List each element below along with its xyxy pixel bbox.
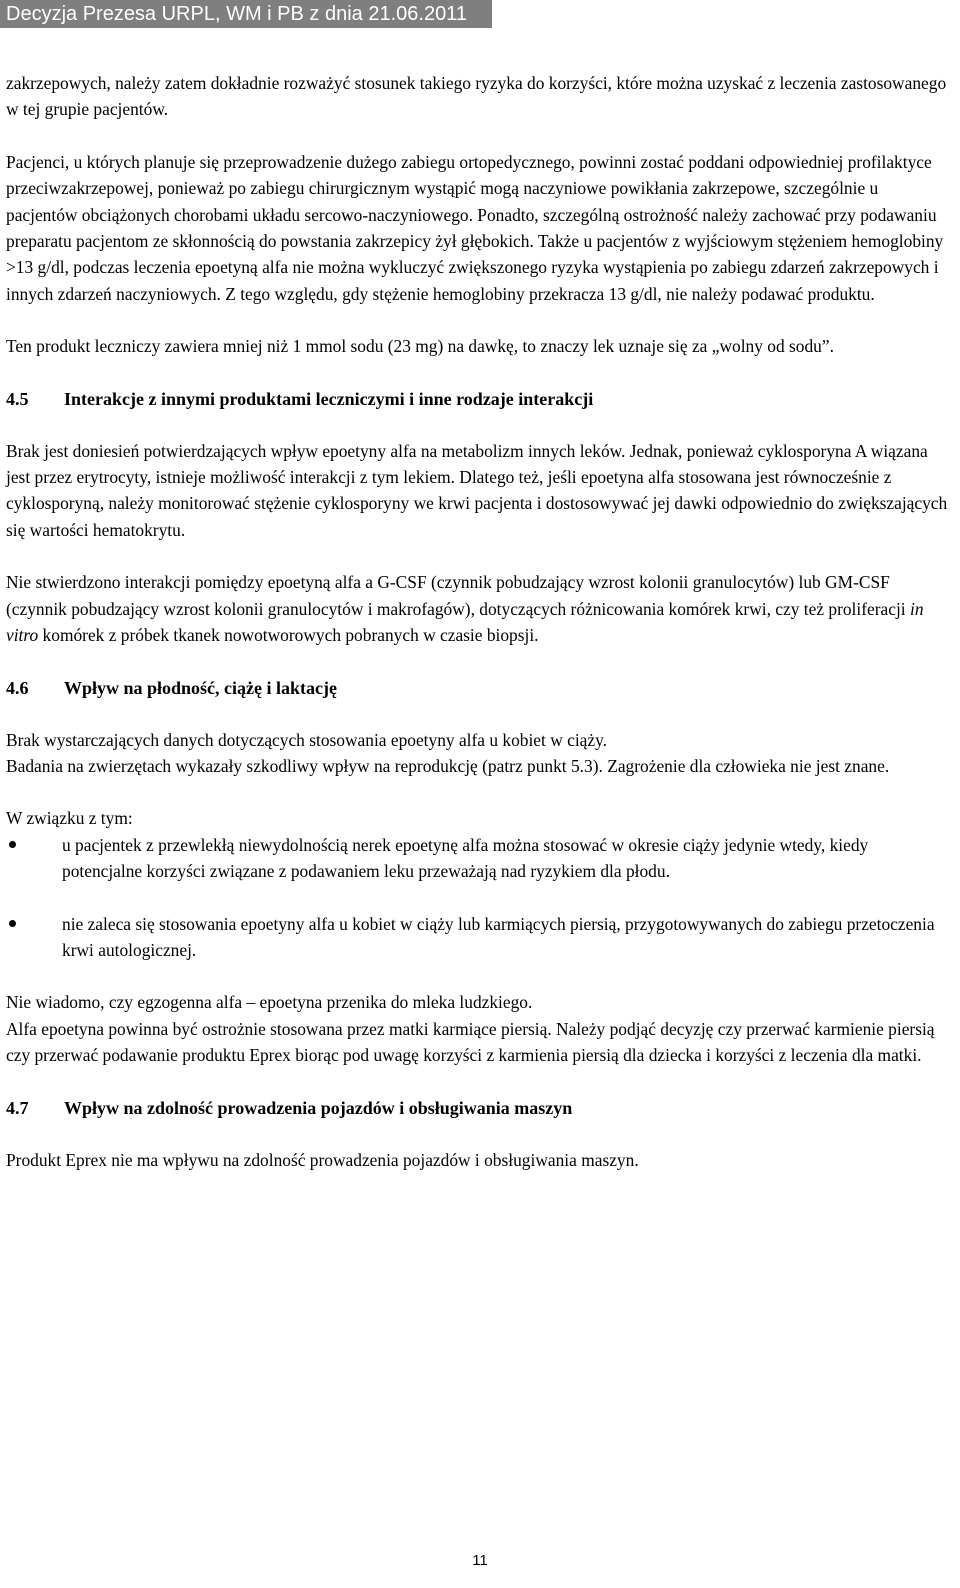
bullet-list: [6, 832, 950, 964]
bullet-icon: [6, 832, 62, 885]
paragraph-orthopedic-surgery: Pacjenci, u których planuje się przeprowadzenie dużego zabiegu ortopedycznego, powinni zostać poddani odpowiedniej profilaktyce przeciwzakrzepowej, ponieważ po zabiegu chirurgicznym wystąpić mogą naczyniowe powikłania zakrzepowe, szczególnie u pacjentów obciążonych chorobami układu sercowo-naczyniowego. Ponadto, szczególną ostrożność należy zachować przy podawaniu preparatu pacjentom ze skłonnością do powstania zakrzepicy żył głębokich. Także u pacjentów z wyjściowym stężeniem hemoglobiny >13 g/dl, podczas leczenia epoetyną alfa nie można wykluczyć zwiększonego ryzyka wystąpienia po zabiegu zdarzeń zakrzepowych i innych zdarzeń naczyniowych. Z tego względu, gdy stężenie hemoglobiny przekracza 13 g/dl, nie należy podawać produktu.: [6, 151, 944, 304]
section-number: 4.5: [6, 388, 29, 409]
document-body: [6, 70, 950, 1173]
section-title: Wpływ na zdolność prowadzenia pojazdów i obsługiwania maszyn: [64, 1097, 573, 1118]
list-item: nie zaleca się stosowania epoetyny alfa u kobiet w ciąży lub karmiących piersią, przygotowywanych do zabiegu przetoczenia krwi autologicznej.: [6, 911, 950, 964]
section-heading-4-6: [6, 675, 950, 701]
bullet-icon: [6, 911, 62, 964]
section-heading-4-7: [6, 1095, 950, 1121]
page-number: 11: [472, 1552, 488, 1569]
section-number: 4.6: [6, 677, 29, 698]
in-vitro-italic: in vitro: [6, 598, 924, 646]
page-header: Decyzja Prezesa URPL, WM i PB z dnia 21.06.2011: [0, 0, 492, 28]
section-title: Interakcje z innymi produktami leczniczymi i inne rodzaje interakcji: [64, 388, 594, 409]
paragraph-animal-studies: Badania na zwierzętach wykazały szkodliwy wpływ na reprodukcję (patrz punkt 5.3). Zagrożenie dla człowieka nie jest znane.: [6, 755, 890, 776]
paragraph-breastfeeding-decision: Alfa epoetyna powinna być ostrożnie stosowana przez matki karmiące piersią. Należy podjąć decyzję czy przerwać karmienie piersią czy przerwać podawanie produktu Eprex biorąc pod uwagę korzyści z karmienia piersią dla dziecka i korzyści z leczenia dla matki.: [6, 1018, 935, 1066]
paragraph-breast-milk: Nie wiadomo, czy egzogenna alfa – epoetyna przenika do mleka ludzkiego.: [6, 992, 533, 1013]
paragraph-sodium: Ten produkt leczniczy zawiera mniej niż 1 mmol sodu (23 mg) na dawkę, to znaczy lek uznaje się za „wolny od sodu”.: [6, 336, 834, 357]
paragraph-continuation: zakrzepowych, należy zatem dokładnie rozważyć stosunek takiego ryzyka do korzyści, które można uzyskać z leczenia zastosowanego w tej grupie pacjentów.: [6, 73, 947, 120]
section-number: 4.7: [6, 1097, 29, 1118]
paragraph-therefore: W związku z tym:: [6, 808, 133, 829]
section-heading-4-5: [6, 386, 950, 412]
paragraph-cyclosporine: Brak jest doniesień potwierdzających wpływ epoetyny alfa na metabolizm innych leków. Jednak, ponieważ cyklosporyna A wiązana jest przez erytrocyty, istnieje możliwość interakcji z tym lekiem. Dlatego też, jeśli epoetyna alfa stosowana jest równocześnie z cyklosporyną, należy monitorować stężenie cyklosporyny we krwi pacjenta i dostosowywać jej dawki odpowiednio do zwiększających się wartości hematokrytu.: [6, 440, 948, 540]
paragraph-gcsf: Nie stwierdzono interakcji pomiędzy epoetyną alfa a G-CSF (czynnik pobudzający wzrost kolonii granulocytów) lub GM-CSF (czynnik pobudzający wzrost kolonii granulocytów i makrofagów), dotyczących różnicowania komórek krwi, czy też proliferacji in vitro komórek z próbek tkanek nowotworowych pobranych w czasie biopsji.: [6, 572, 924, 646]
list-item: u pacjentek z przewlekłą niewydolnością nerek epoetynę alfa można stosować w okresie ciąży jedynie wtedy, kiedy potencjalne korzyści związane z podawaniem leku przeważają nad ryzykiem dla płodu.: [6, 832, 950, 885]
paragraph-pregnancy-data: Brak wystarczających danych dotyczących stosowania epoetyny alfa u kobiet w ciąży.: [6, 729, 608, 750]
paragraph-driving: Produkt Eprex nie ma wpływu na zdolność prowadzenia pojazdów i obsługiwania maszyn.: [6, 1149, 639, 1170]
section-title: Wpływ na płodność, ciążę i laktację: [64, 677, 337, 698]
